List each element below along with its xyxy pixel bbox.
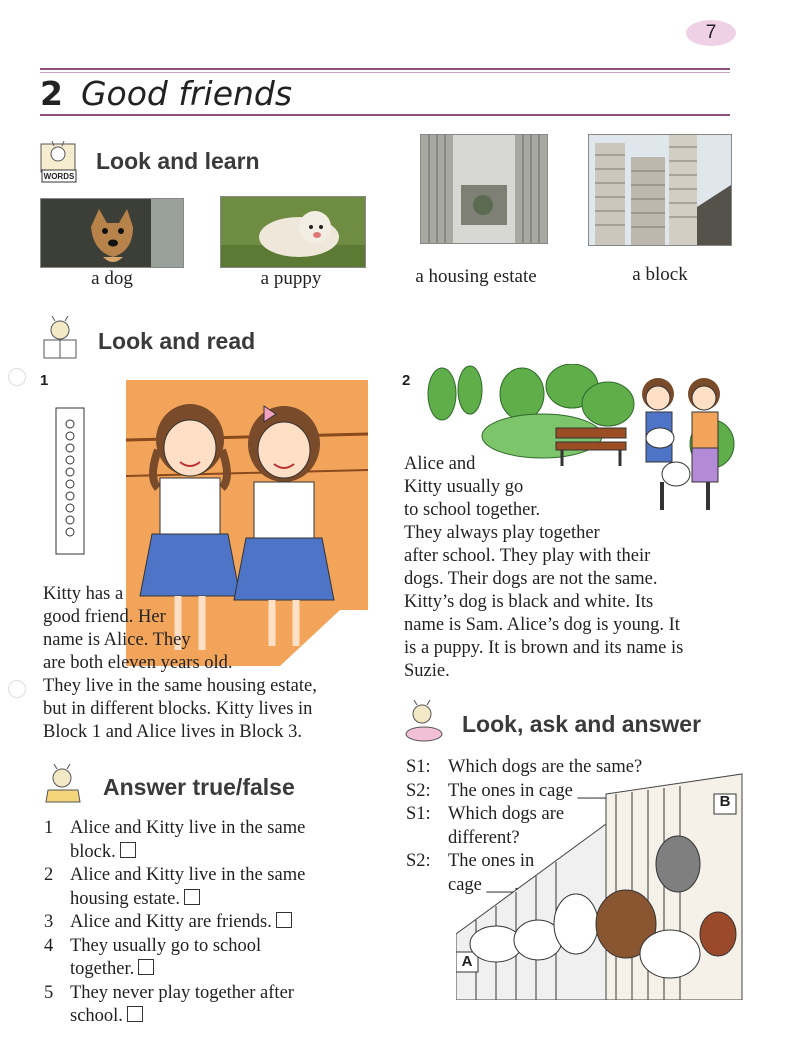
speaker: S2:	[406, 780, 431, 801]
list-item	[44, 864, 364, 911]
caption-puppy: a puppy	[260, 268, 322, 289]
puppy-photo	[220, 196, 366, 268]
answer-checkbox[interactable]	[120, 842, 136, 858]
dialog-text: different?	[448, 827, 520, 848]
cage-a-label: A	[461, 953, 473, 970]
item-text: They never play together after	[70, 982, 294, 1003]
panel-2-line: Kitty usually go	[404, 477, 524, 497]
panel-1-text	[43, 583, 317, 744]
panel-2-line: Suzie.	[404, 661, 450, 681]
item-text: school.	[70, 1006, 123, 1026]
answer-checkbox[interactable]	[127, 1006, 143, 1022]
panel-2-text	[404, 453, 683, 683]
panel-2-number: 2	[402, 372, 411, 389]
dialog-text: The ones in cage ____.	[448, 780, 620, 801]
item-text: They usually go to school	[70, 935, 262, 956]
caption-housing-estate: a housing estate	[415, 266, 537, 287]
item-number: 3	[44, 912, 54, 932]
caption-dog: a dog	[91, 268, 133, 289]
look-and-learn-heading: Look and learn	[96, 148, 260, 174]
list-item	[44, 911, 364, 935]
answer-checkbox[interactable]	[138, 959, 154, 975]
panel-1-number: 1	[40, 372, 49, 389]
speaker: S2:	[406, 851, 431, 871]
unit-title-text: Good friends	[80, 74, 293, 113]
dialog-text: The ones in	[448, 851, 535, 871]
dialog-text: Which dogs are	[448, 804, 565, 824]
panel-2-line: to school together.	[404, 500, 541, 520]
panel-1-line: are both eleven years old.	[43, 653, 233, 673]
speaker: S1:	[406, 804, 431, 824]
unit-title	[40, 74, 292, 113]
panel-2-line: after school. They play with their	[404, 546, 651, 566]
header-top-rule	[40, 68, 730, 70]
dialog-text: Which dogs are the same?	[448, 757, 643, 777]
header-top-rule-thin	[40, 72, 730, 73]
answer-checkbox[interactable]	[184, 889, 200, 905]
panel-2-line: dogs. Their dogs are not the same.	[404, 569, 658, 589]
punch-hole-bottom	[8, 680, 26, 698]
speaker: S1:	[406, 757, 431, 777]
answer-icon	[42, 764, 84, 808]
words-icon-label: WORDS	[43, 172, 75, 181]
item-text: Alice and Kitty live in the same	[70, 865, 306, 885]
answer-true-false-heading: Answer true/false	[103, 774, 295, 800]
item-number: 5	[44, 982, 54, 1003]
panel-2-line: They always play together	[404, 523, 600, 543]
answer-checkbox[interactable]	[276, 912, 292, 928]
panel-2-line: is a puppy. It is brown and its name is	[404, 638, 684, 658]
panel-1-line: name is Alice. They	[43, 630, 191, 650]
true-false-list	[44, 817, 364, 1029]
page-number: 7	[686, 20, 736, 46]
header-bottom-rule	[40, 114, 730, 116]
dog-cages-illustration	[456, 764, 750, 1000]
dialog-text: cage ___.	[448, 874, 519, 895]
list-item	[44, 982, 364, 1029]
panel-1-line: but in different blocks. Kitty lives in	[43, 699, 313, 719]
list-item	[44, 935, 364, 982]
reading-icon	[40, 316, 80, 362]
caption-block: a block	[632, 264, 688, 285]
panel-1-line: They live in the same housing estate,	[43, 676, 317, 696]
item-text: Alice and Kitty live in the same	[70, 818, 306, 838]
item-number: 4	[44, 935, 54, 956]
item-text: housing estate.	[70, 888, 180, 909]
list-item	[44, 817, 364, 864]
item-text: Alice and Kitty are friends.	[70, 912, 272, 932]
panel-2-line: Alice and	[404, 454, 476, 474]
ask-answer-icon	[402, 700, 448, 744]
item-text: block.	[70, 841, 116, 862]
housing-estate-photo	[420, 134, 548, 244]
cage-b-label: B	[719, 793, 731, 810]
panel-1-line: Kitty has a	[43, 584, 124, 604]
panel-1-line: good friend. Her	[43, 607, 166, 627]
panel-1-line: Block 1 and Alice lives in Block 3.	[43, 722, 302, 742]
look-ask-answer-heading: Look, ask and answer	[462, 711, 702, 737]
panel-2-line: name is Sam. Alice’s dog is young. It	[404, 615, 680, 635]
block-photo	[588, 134, 732, 246]
look-and-read-heading: Look and read	[98, 328, 256, 354]
item-text: together.	[70, 959, 135, 979]
punch-hole-top	[8, 368, 26, 386]
item-number: 2	[44, 865, 54, 885]
unit-number: 2	[40, 74, 63, 113]
dog-photo	[40, 198, 184, 268]
panel-2-line: Kitty’s dog is black and white. Its	[404, 592, 654, 612]
item-number: 1	[44, 818, 54, 838]
